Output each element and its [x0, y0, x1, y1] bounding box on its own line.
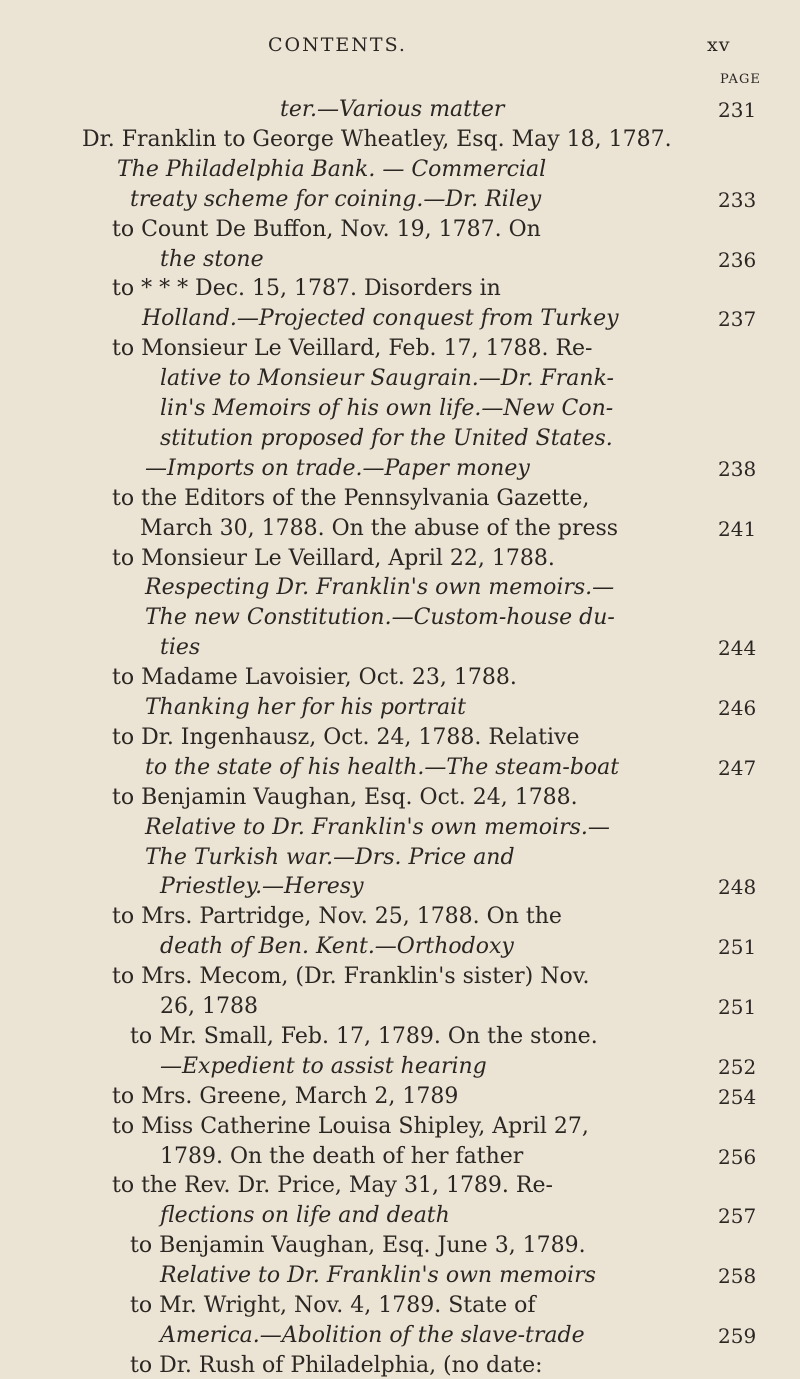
toc-entry-text: lin's Memoirs of his own life.—New Con- — [160, 396, 614, 421]
toc-entry-text: to the Editors of the Pennsylvania Gazette, — [112, 486, 590, 511]
toc-entry-page: 247 — [718, 756, 757, 780]
toc-entry-text: to Madame Lavoisier, Oct. 23, 1788. — [112, 665, 517, 690]
toc-entry-text: ties — [160, 635, 201, 660]
toc-entry-text: lative to Monsieur Saugrain.—Dr. Frank- — [160, 366, 614, 391]
running-title: CONTENTS. — [268, 34, 407, 56]
toc-entry-text: to * * * Dec. 15, 1787. Disorders in — [112, 276, 501, 301]
toc-entry-text: to Monsieur Le Veillard, Feb. 17, 1788. Re- — [112, 336, 593, 361]
toc-entry-text: to Mrs. Partridge, Nov. 25, 1788. On the — [112, 904, 562, 929]
toc-entry-text: stitution proposed for the United States. — [160, 426, 613, 451]
page-number: xv — [707, 34, 731, 56]
toc-entry-text: to the state of his health.—The steam-boat — [145, 755, 620, 780]
toc-entry-text: to Miss Catherine Louisa Shipley, April 27, — [112, 1114, 589, 1139]
toc-entry-text: 1789. On the death of her father — [160, 1144, 524, 1169]
toc-entry-text: Dr. Franklin to George Wheatley, Esq. May 18, 1787. — [82, 127, 672, 152]
toc-entry-text: death of Ben. Kent.—Orthodoxy — [160, 934, 514, 959]
toc-entry-page: 259 — [718, 1324, 757, 1348]
toc-entry-page: 258 — [718, 1264, 757, 1288]
toc-entry-text: America.—Abolition of the slave-trade — [160, 1323, 585, 1348]
toc-entry-text: Respecting Dr. Franklin's own memoirs.— — [145, 575, 615, 600]
toc-entry-page: 254 — [718, 1085, 757, 1109]
toc-entry-text: the stone — [160, 247, 264, 272]
toc-entry-page: 238 — [718, 457, 757, 481]
toc-entry-text: Holland.—Projected conquest from Turkey — [142, 306, 619, 331]
toc-entry-page: 257 — [718, 1204, 757, 1228]
toc-entry-text: ter.—Various matter — [280, 97, 505, 122]
toc-entry-text: to Mrs. Greene, March 2, 1789 — [112, 1084, 459, 1109]
toc-entry-text: to Dr. Ingenhausz, Oct. 24, 1788. Relative — [112, 725, 580, 750]
toc-entry-text: to Benjamin Vaughan, Esq. Oct. 24, 1788. — [112, 785, 578, 810]
toc-entry-page: 251 — [718, 995, 757, 1019]
toc-entry-text: to Count De Buffon, Nov. 19, 1787. On — [112, 217, 541, 242]
toc-entry-page: 236 — [718, 248, 757, 272]
toc-entry-page: 241 — [718, 517, 757, 541]
toc-entry-text: to Dr. Rush of Philadelphia, (no date: — [130, 1353, 543, 1378]
toc-entry-text: flections on life and death — [160, 1203, 450, 1228]
toc-entry-text: treaty scheme for coining.—Dr. Riley — [130, 187, 542, 212]
toc-entry-page: 244 — [718, 636, 757, 660]
toc-entry-text: to Mr. Small, Feb. 17, 1789. On the stone. — [130, 1024, 598, 1049]
toc-entry-text: Relative to Dr. Franklin's own memoirs.— — [145, 815, 610, 840]
toc-entry-text: to the Rev. Dr. Price, May 31, 1789. Re- — [112, 1173, 553, 1198]
toc-entry-text: Priestley.—Heresy — [160, 874, 364, 899]
toc-entry-page: 237 — [718, 307, 757, 331]
toc-entry-text: to Mrs. Mecom, (Dr. Franklin's sister) Nov. — [112, 964, 590, 989]
toc-entry-text: The Turkish war.—Drs. Price and — [145, 845, 515, 870]
toc-entry-text: to Benjamin Vaughan, Esq. June 3, 1789. — [130, 1233, 586, 1258]
toc-entry-page: 246 — [718, 696, 757, 720]
toc-entry-page: 256 — [718, 1145, 757, 1169]
toc-entry-page: 248 — [718, 875, 757, 899]
toc-entry-page: 251 — [718, 935, 757, 959]
toc-entry-text: The new Constitution.—Custom-house du- — [145, 605, 615, 630]
toc-entry-text: March 30, 1788. On the abuse of the press — [140, 516, 619, 541]
toc-entry-text: to Monsieur Le Veillard, April 22, 1788. — [112, 546, 555, 571]
toc-entry-text: to Mr. Wright, Nov. 4, 1789. State of — [130, 1293, 536, 1318]
toc-entry-text: —Imports on trade.—Paper money — [145, 456, 530, 481]
page-column-label: PAGE — [720, 72, 761, 87]
toc-entry-text: Relative to Dr. Franklin's own memoirs — [160, 1263, 596, 1288]
toc-entry-page: 231 — [718, 98, 757, 122]
toc-entry-text: 26, 1788 — [160, 994, 258, 1019]
toc-entry-text: Thanking her for his portrait — [145, 695, 467, 720]
toc-entry-page: 233 — [718, 188, 757, 212]
toc-entry-text: —Expedient to assist hearing — [160, 1054, 487, 1079]
toc-entry-page: 252 — [718, 1055, 757, 1079]
toc-entry-text: The Philadelphia Bank. — Commercial — [117, 157, 547, 182]
